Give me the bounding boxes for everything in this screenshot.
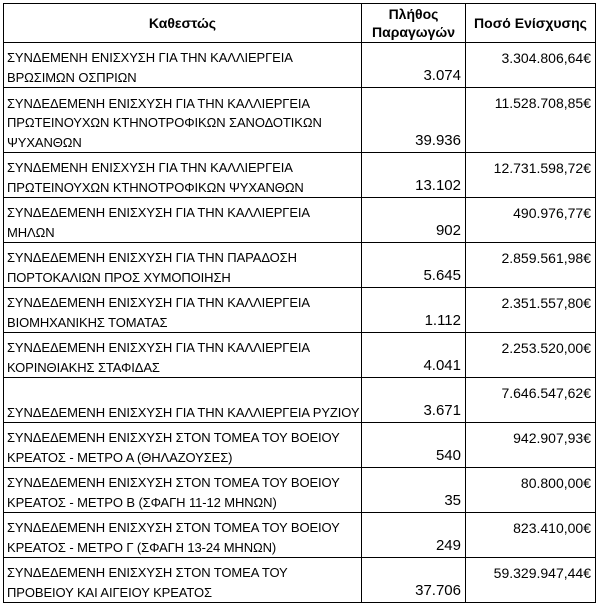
- scheme-name-line: ΠΡΟΒΕΙΟΥ ΚΑΙ ΑΙΓΕΙΟΥ ΚΡΕΑΤΟΣ: [7, 584, 212, 600]
- header-row: [4, 4, 596, 43]
- scheme-name-line: ΨΥΧΑΝΘΩΝ: [7, 134, 82, 150]
- scheme-name-line: ΣΥΝΔΕΔΕΜΕΝΗ ΕΝΙΣΧΥΣΗ ΣΤΟΝ ΤΟΜΕΑ ΤΟΥ ΒΟΕΙΟΥ: [7, 475, 340, 490]
- header-producer-count: [362, 4, 466, 43]
- table-row: [4, 243, 596, 288]
- subsidy-amount-cell: 823.410,00€: [466, 513, 596, 558]
- subsidy-amount-cell: 942.907,93€: [466, 423, 596, 468]
- producer-count-cell: 902: [362, 198, 466, 243]
- subsidy-amount-cell: 2.859.561,98€: [466, 243, 596, 288]
- table-body: [4, 43, 596, 603]
- scheme-name-line: ΚΡΕΑΤΟΣ - ΜΕΤΡΟ Γ (ΣΦΑΓΗ 13-24 ΜΗΝΩΝ): [7, 539, 277, 555]
- scheme-name-line: ΣΥΝΔΕΜΕΝΗ ΕΝΙΣΧΥΣΗ ΓΙΑ ΤΗΝ ΚΑΛΛΙΕΡΓΕΙΑ: [7, 160, 293, 175]
- producer-count-cell: 249: [362, 513, 466, 558]
- scheme-name-line: ΣΥΝΔΕΔΕΜΕΝΗ ΕΝΙΣΧΥΣΗ ΓΙΑ ΤΗΝ ΚΑΛΛΙΕΡΓΕΙΑ: [7, 340, 310, 355]
- table-row: [4, 198, 596, 243]
- producer-count-cell: 540: [362, 423, 466, 468]
- subsidy-amount-cell: 7.646.547,62€: [466, 378, 596, 423]
- header-scheme: Καθεστώς: [4, 4, 362, 43]
- scheme-name-line: ΚΡΕΑΤΟΣ - ΜΕΤΡΟ Β (ΣΦΑΓΗ 11-12 ΜΗΝΩΝ): [7, 494, 277, 510]
- scheme-name-cell: [4, 88, 362, 153]
- producer-count-cell: 39.936: [362, 88, 466, 153]
- scheme-name-line: ΚΟΡΙΝΘΙΑΚΗΣ ΣΤΑΦΙΔΑΣ: [7, 359, 160, 375]
- scheme-name-cell: [4, 423, 362, 468]
- table-row: [4, 43, 596, 88]
- header-count-line-1: Πλήθος: [388, 6, 439, 22]
- scheme-name-cell: [4, 288, 362, 333]
- scheme-name-cell: [4, 243, 362, 288]
- table-row: [4, 558, 596, 603]
- scheme-name-line: ΣΥΝΔΕΔΕΜΕΝΗ ΕΝΙΣΧΥΣΗ ΓΙΑ ΤΗΝ ΚΑΛΛΙΕΡΓΕΙΑ: [7, 205, 310, 220]
- table-row: [4, 378, 596, 423]
- scheme-name-cell: [4, 468, 362, 513]
- scheme-name-cell: [4, 378, 362, 423]
- scheme-name-line: ΣΥΝΔΕΔΕΜΕΝΗ ΕΝΙΣΧΥΣΗ ΓΙΑ ΤΗΝ ΚΑΛΛΙΕΡΓΕΙΑ: [7, 295, 310, 310]
- table-row: [4, 288, 596, 333]
- scheme-name-cell: [4, 333, 362, 378]
- subsidy-amount-cell: 490.976,77€: [466, 198, 596, 243]
- producer-count-cell: 35: [362, 468, 466, 513]
- producer-count-cell: 5.645: [362, 243, 466, 288]
- scheme-name-line: ΣΥΝΔΕΔΕΜΕΝΗ ΕΝΙΣΧΥΣΗ ΓΙΑ ΤΗΝ ΚΑΛΛΙΕΡΓΕΙΑ ΡΥΖΙΟΥ: [7, 404, 360, 420]
- scheme-name-cell: [4, 558, 362, 603]
- subsidy-table: [3, 3, 596, 603]
- table-row: [4, 153, 596, 198]
- subsidy-amount-cell: 2.253.520,00€: [466, 333, 596, 378]
- scheme-name-cell: [4, 513, 362, 558]
- scheme-name-line: ΣΥΝΔΕΔΕΜΕΝΗ ΕΝΙΣΧΥΣΗ ΣΤΟΝ ΤΟΜΕΑ ΤΟΥ ΒΟΕΙΟΥ: [7, 520, 340, 535]
- header-subsidy-amount: Ποσό Ενίσχυσης: [466, 4, 596, 43]
- table-row: [4, 333, 596, 378]
- header-count-line-2: Παραγωγών: [372, 24, 455, 40]
- scheme-name-cell: [4, 43, 362, 88]
- subsidy-amount-cell: 12.731.598,72€: [466, 153, 596, 198]
- producer-count-cell: 4.041: [362, 333, 466, 378]
- producer-count-cell: 3.074: [362, 43, 466, 88]
- scheme-name-line: ΠΡΩΤΕΙΝΟΥΧΩΝ ΚΤΗΝΟΤΡΟΦΙΚΩΝ ΣΑΝΟΔΟΤΙΚΩΝ: [7, 115, 322, 130]
- scheme-name-line: ΚΡΕΑΤΟΣ - ΜΕΤΡΟ Α (ΘΗΛΑΖΟΥΣΕΣ): [7, 449, 233, 465]
- producer-count-cell: 37.706: [362, 558, 466, 603]
- scheme-name-line: ΣΥΝΔΕΜΕΝΗ ΕΝΙΣΧΥΣΗ ΓΙΑ ΤΗΝ ΚΑΛΛΙΕΡΓΕΙΑ: [7, 50, 293, 65]
- scheme-name-cell: [4, 198, 362, 243]
- scheme-name-line: ΒΡΩΣΙΜΩΝ ΟΣΠΡΙΩΝ: [7, 69, 137, 85]
- scheme-name-line: ΣΥΝΔΕΔΕΜΕΝΗ ΕΝΙΣΧΥΣΗ ΓΙΑ ΤΗΝ ΚΑΛΛΙΕΡΓΕΙΑ: [7, 95, 310, 111]
- scheme-name-line: ΣΥΝΔΕΔΕΜΕΝΗ ΕΝΙΣΧΥΣΗ ΣΤΟΝ ΤΟΜΕΑ ΤΟΥ: [7, 565, 288, 580]
- subsidy-table-container: [3, 3, 596, 603]
- subsidy-amount-cell: 2.351.557,80€: [466, 288, 596, 333]
- subsidy-amount-cell: 3.304.806,64€: [466, 43, 596, 88]
- table-row: [4, 513, 596, 558]
- producer-count-cell: 1.112: [362, 288, 466, 333]
- scheme-name-line: ΜΗΛΩΝ: [7, 224, 55, 240]
- subsidy-amount-cell: 11.528.708,85€: [466, 88, 596, 153]
- subsidy-amount-cell: 80.800,00€: [466, 468, 596, 513]
- scheme-name-line: ΠΟΡΤΟΚΑΛΙΩΝ ΠΡΟΣ ΧΥΜΟΠΟΙΗΣΗ: [7, 269, 231, 285]
- subsidy-amount-cell: 59.329.947,44€: [466, 558, 596, 603]
- scheme-name-line: ΒΙΟΜΗΧΑΝΙΚΗΣ ΤΟΜΑΤΑΣ: [7, 314, 168, 330]
- producer-count-cell: 3.671: [362, 378, 466, 423]
- scheme-name-cell: [4, 153, 362, 198]
- table-row: [4, 88, 596, 153]
- table-row: [4, 423, 596, 468]
- table-header: [4, 4, 596, 43]
- producer-count-cell: 13.102: [362, 153, 466, 198]
- scheme-name-line: ΣΥΝΔΕΔΕΜΕΝΗ ΕΝΙΣΧΥΣΗ ΣΤΟΝ ΤΟΜΕΑ ΤΟΥ ΒΟΕΙΟΥ: [7, 430, 340, 445]
- scheme-name-line: ΣΥΝΔΕΔΕΜΕΝΗ ΕΝΙΣΧΥΣΗ ΓΙΑ ΤΗΝ ΠΑΡΑΔΟΣΗ: [7, 250, 297, 265]
- scheme-name-line: ΠΡΩΤΕΙΝΟΥΧΩΝ ΚΤΗΝΟΤΡΟΦΙΚΩΝ ΨΥΧΑΝΘΩΝ: [7, 179, 304, 195]
- table-row: [4, 468, 596, 513]
